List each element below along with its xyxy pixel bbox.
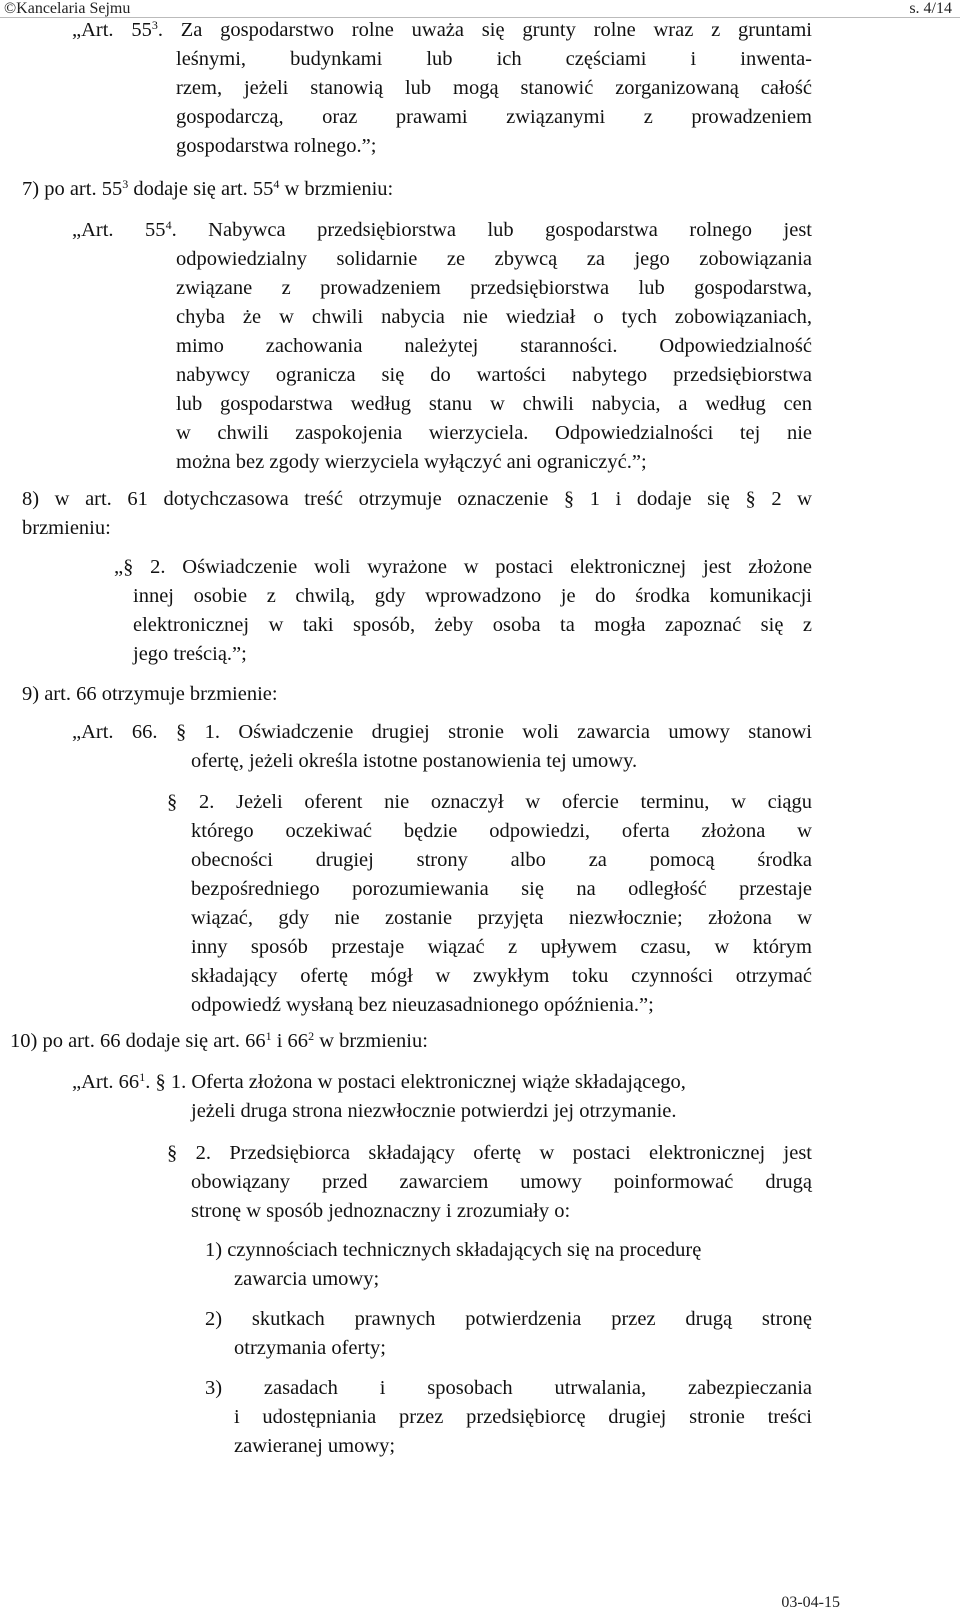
text-line: i udostępniania przez przedsiębiorcę drugiej stronie treści bbox=[234, 1406, 812, 1428]
text-line: 8) w art. 61 dotychczasowa treść otrzymuje oznaczenie § 1 i dodaje się § 2 w bbox=[22, 488, 812, 510]
text-line: można bez zgody wierzyciela wyłączyć ani ograniczyć.”; bbox=[176, 451, 647, 473]
text-line: „§ 2. Oświadczenie woli wyrażone w postaci elektronicznej jest złożone bbox=[114, 556, 812, 578]
text-line: odpowiedzialny solidarnie ze zbywcą za jego zobowiązania bbox=[176, 248, 812, 270]
text-line: obowiązany przed zawarciem umowy poinformować drugą bbox=[191, 1171, 812, 1193]
point-1 bbox=[205, 1236, 812, 1265]
text-line: inny sposób przestaje wiązać z upływem czasu, w którym bbox=[191, 936, 812, 958]
art-55-3-paragraph bbox=[72, 16, 812, 45]
text-line: ofertę, jeżeli określa istotne postanowienia tej umowy. bbox=[191, 750, 638, 772]
art-66-par-2 bbox=[167, 788, 812, 817]
text-line: brzmieniu: bbox=[22, 517, 111, 539]
item-7 bbox=[22, 175, 812, 204]
item-8 bbox=[22, 485, 812, 543]
footer-date: 03-04-15 bbox=[781, 1594, 840, 1611]
text-line: 10) po art. 66 dodaje się art. $66^1$ i $66^2$ w brzmieniu: bbox=[10, 1029, 428, 1052]
point-3-continuation bbox=[234, 1403, 812, 1461]
text-line: gospodarstwa rolnego.”; bbox=[176, 135, 377, 157]
text-line: mimo zachowania należytej staranności. Odpowiedzialność bbox=[176, 335, 812, 357]
point-3 bbox=[205, 1374, 812, 1403]
text-line: jego treścią.”; bbox=[133, 643, 247, 665]
art-66-1-par-1-continuation bbox=[191, 1097, 812, 1126]
text-line: leśnymi, budynkami lub ich częściami i inwenta- bbox=[176, 48, 812, 70]
text-line: stronę w sposób jednoznaczny i zrozumiały o: bbox=[191, 1200, 571, 1222]
text-line: w chwili zaspokojenia wierzyciela. Odpowiedzialności tej nie bbox=[176, 422, 812, 444]
text-line: 2) skutkach prawnych potwierdzenia przez drugą stronę bbox=[205, 1308, 812, 1330]
page-number: s. 4/14 bbox=[909, 0, 952, 17]
art-66-par-1 bbox=[72, 718, 812, 747]
art-61-par-2-continuation bbox=[133, 582, 812, 669]
item-9 bbox=[22, 680, 812, 709]
text-line: § 2. Przedsiębiorca składający ofertę w postaci elektronicznej jest bbox=[167, 1142, 812, 1164]
publisher-label: ©Kancelaria Sejmu bbox=[4, 0, 131, 17]
text-line: jeżeli druga strona niezwłocznie potwierdzi jej otrzymanie. bbox=[191, 1100, 677, 1122]
text-line: 9) art. 66 otrzymuje brzmienie: bbox=[22, 683, 278, 705]
text-line: „Art. $55^3$. Za gospodarstwo rolne uważa się grunty rolne wraz z gruntami bbox=[72, 18, 812, 41]
text-line: 7) po art. $55^3$ dodaje się art. $55^4$ w brzmieniu: bbox=[22, 177, 394, 200]
art-55-4-paragraph bbox=[72, 216, 812, 245]
art-66-1-par-2 bbox=[167, 1139, 812, 1168]
text-line: odpowiedź wysłaną bez nieuzasadnionego opóźnienia.”; bbox=[191, 994, 654, 1016]
text-line: rzem, jeżeli stanowią lub mogą stanowić zorganizowaną całość bbox=[176, 77, 812, 99]
text-line: lub gospodarstwa według stanu w chwili nabycia, a według cen bbox=[176, 393, 812, 415]
text-line: „Art. 66. § 1. Oświadczenie drugiej stronie woli zawarcia umowy stanowi bbox=[72, 721, 812, 743]
text-line: zawieranej umowy; bbox=[234, 1435, 396, 1457]
text-line: elektronicznej w taki sposób, żeby osoba ta mogła zapoznać się z bbox=[133, 614, 812, 636]
text-line: bezpośredniego porozumiewania się na odległość przestaje bbox=[191, 878, 812, 900]
text-line: § 2. Jeżeli oferent nie oznaczył w ofercie terminu, w ciągu bbox=[167, 791, 812, 813]
text-line: 3) zasadach i sposobach utrwalania, zabezpieczania bbox=[205, 1377, 812, 1399]
text-line: gospodarczą, oraz prawami związanymi z prowadzeniem bbox=[176, 106, 812, 128]
art-61-par-2 bbox=[114, 553, 812, 582]
text-line: „Art. $55^4$. Nabywca przedsiębiorstwa lub gospodarstwa rolnego jest bbox=[72, 218, 812, 241]
text-line: wiązać, gdy nie zostanie przyjęta niezwłocznie; złożona w bbox=[191, 907, 812, 929]
text-line: otrzymania oferty; bbox=[234, 1337, 386, 1359]
point-2-continuation bbox=[234, 1334, 812, 1363]
text-line: zawarcia umowy; bbox=[234, 1268, 380, 1290]
point-2 bbox=[205, 1305, 812, 1334]
text-line: związane z prowadzeniem przedsiębiorstwa lub gospodarstwa, bbox=[176, 277, 812, 299]
text-line: 1) czynnościach technicznych składających się na procedurę bbox=[205, 1239, 702, 1261]
text-line: „Art. $66^1$. § 1. Oferta złożona w postaci elektronicznej wiąże składającego, bbox=[72, 1070, 686, 1093]
text-line: nabywcy ogranicza się do wartości nabytego przedsiębiorstwa bbox=[176, 364, 812, 386]
art-55-3-continuation bbox=[176, 45, 812, 161]
text-line: chyba że w chwili nabycia nie wiedział o tych zobowiązaniach, bbox=[176, 306, 812, 328]
item-10 bbox=[10, 1027, 810, 1056]
text-line: innej osobie z chwilą, gdy wprowadzono je do środka komunikacji bbox=[133, 585, 812, 607]
art-55-4-continuation bbox=[176, 245, 812, 477]
art-66-par-2-continuation bbox=[191, 817, 812, 1020]
art-66-1-par-2-continuation bbox=[191, 1168, 812, 1226]
art-66-par-1-continuation bbox=[191, 747, 812, 776]
text-line: obecności drugiej strony albo za pomocą środka bbox=[191, 849, 812, 871]
text-line: składający ofertę mógł w zwykłym toku czynności otrzymać bbox=[191, 965, 812, 987]
point-1-continuation bbox=[234, 1265, 812, 1294]
text-line: którego oczekiwać będzie odpowiedzi, oferta złożona w bbox=[191, 820, 812, 842]
art-66-1-par-1 bbox=[72, 1068, 812, 1097]
